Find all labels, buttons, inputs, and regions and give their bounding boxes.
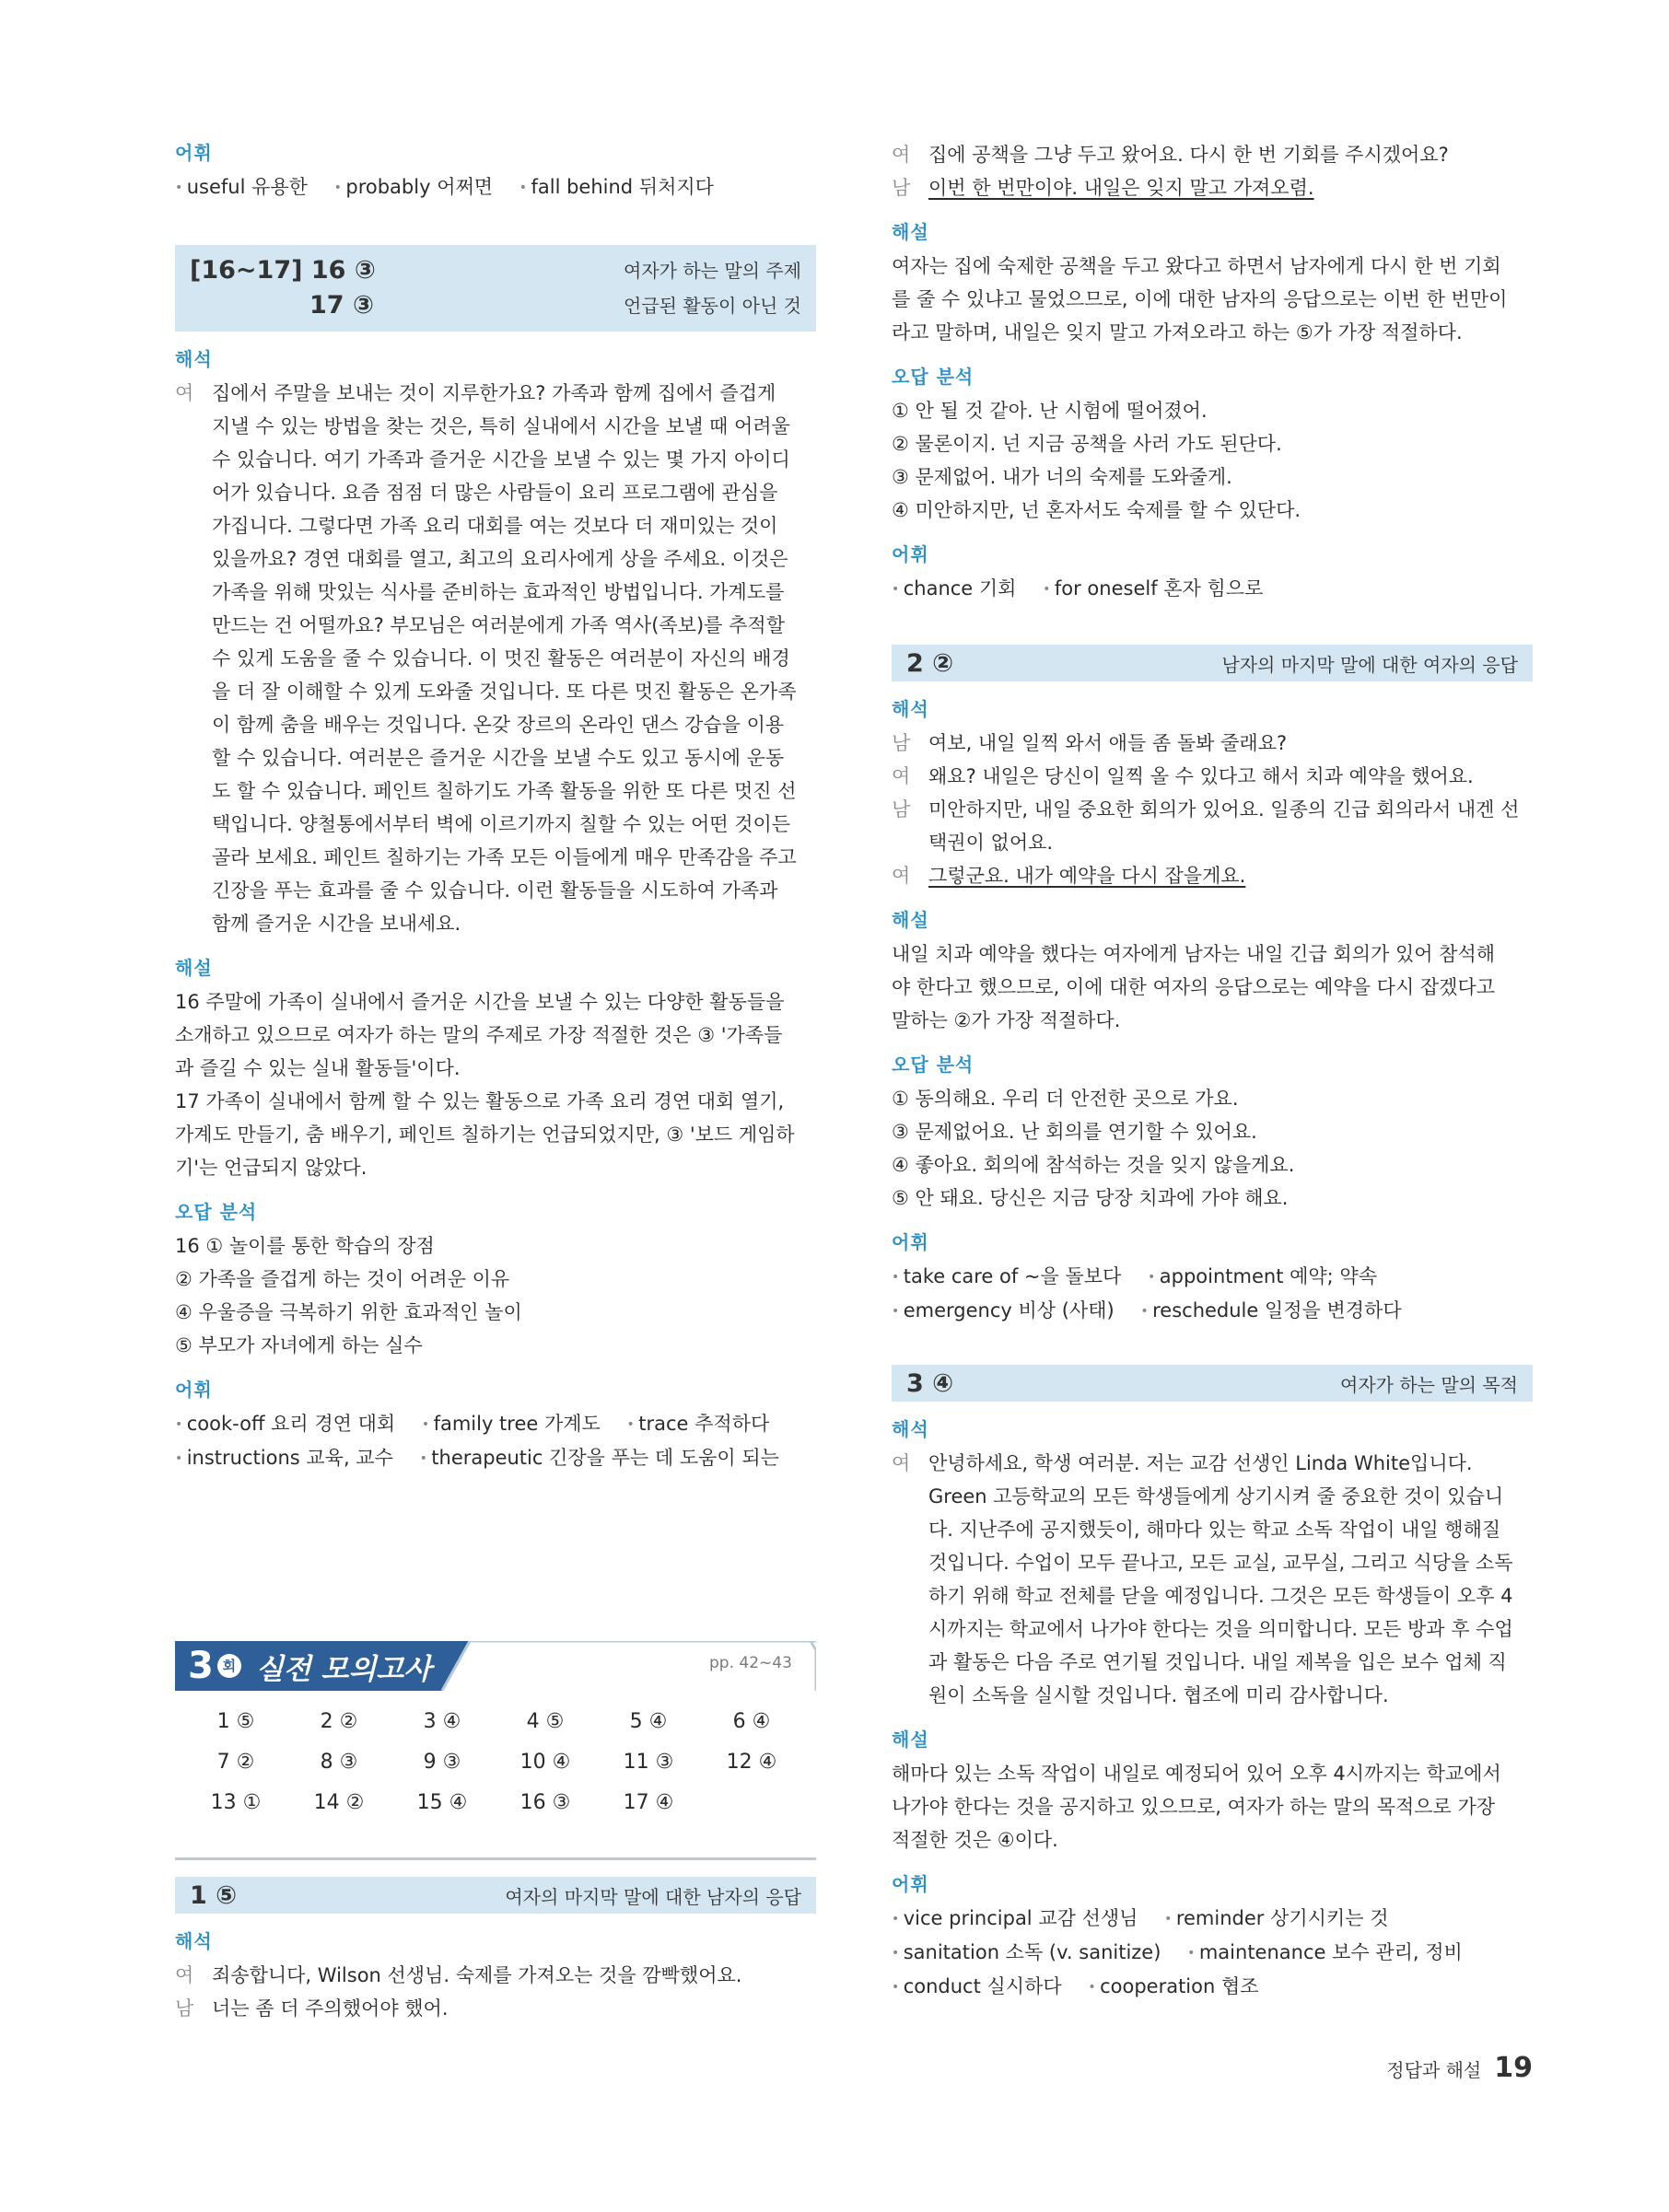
vocab-word: • for oneself 혼자 힘으로 [1043,577,1263,600]
dialogue-text: 왜요? 내일은 당신이 일찍 올 수 있다고 해서 치과 예약을 했어요. [928,765,1474,787]
translation-line: 만드는 건 어떨까요? 부모님은 여러분에게 가족 역사(족보)를 추적할 [212,614,785,636]
vocab-list [892,1260,1533,1328]
answer-cell: 1 ⑤ [216,1710,255,1733]
dialogue-text: 그렇군요. 내가 예약을 다시 잡을게요. [928,865,1246,887]
vocab-word: • family tree 가계도 [422,1413,601,1435]
translation-line: 지낼 수 있는 방법을 찾는 것은, 특히 실내에서 시간을 보낼 때 어려울 [212,415,790,437]
question-bar-16-17 [175,245,816,332]
translation-line: 다. 지난주에 공지했듯이, 해마다 있는 학교 소독 작업이 내일 행해질 [928,1519,1501,1541]
test-title: 실전 모의고사 [255,1652,432,1686]
vocab-word: • fall behind 뒤처지다 [519,176,714,198]
translation-line: 가족을 위해 맛있는 식사를 준비하는 효과적인 방법입니다. 가계도를 [212,581,785,603]
explanation-label: 해설 [892,909,929,931]
answer-cell: 4 ⑤ [526,1710,565,1733]
left-column [175,138,816,2025]
explanation-label: 해설 [175,957,213,979]
question-topic: 여자가 하는 말의 주제 [624,260,801,282]
speaker-label: 남 [892,177,911,199]
vocab-list [892,572,1533,606]
dialogue-line [892,793,1533,859]
explanation-label: 해설 [892,221,929,243]
dialogue-line [175,1959,816,1992]
wrong-answer-line: ④ 미안하지만, 넌 혼자서도 숙제를 할 수 있단다. [892,499,1301,521]
translation-line: 하기 위해 학교 전체를 닫을 예정입니다. 그것은 모든 학생들이 오후 4 [928,1585,1513,1607]
explanation-label: 해설 [892,1729,929,1751]
vocab-word: • cooperation 협조 [1088,1975,1258,1997]
wrong-answer-line: ② 물론이지. 넌 지금 공책을 사러 가도 된단다. [892,433,1282,455]
right-column [892,138,1533,2004]
answer-cell: 9 ③ [423,1751,461,1774]
explanation-line: 나가야 한다는 것을 공지하고 있으므로, 여자가 하는 말의 목적으로 가장 [892,1796,1496,1818]
translation-line: 시까지는 학교에서 나가야 한다는 것을 의미합니다. 모든 방과 후 수업 [928,1618,1513,1640]
answer-cell: 16 ③ [519,1791,571,1814]
explanation-line: 16 주말에 가족이 실내에서 즐거운 시간을 보낼 수 있는 다양한 활동들을 [175,991,785,1013]
explanation-line: 를 줄 수 있냐고 물었으므로, 이에 대한 남자의 응답으로는 이번 한 번만이 [892,288,1508,310]
speaker-label: 여 [175,382,194,404]
wrong-answer-line: ① 안 될 것 같아. 난 시험에 떨어졌어. [892,400,1208,422]
dialogue-line [892,727,1533,760]
vocab-word: • reschedule 일정을 변경하다 [1140,1299,1401,1321]
vocab-label: 어휘 [892,1873,929,1895]
translation-line: 긴장을 푸는 효과를 줄 수 있습니다. 이런 활동들을 시도하여 가족과 [212,879,778,902]
explanation-line: 적절한 것은 ④이다. [892,1829,1058,1851]
explanation-line: 과 즐길 수 있는 실내 활동들'이다. [175,1057,461,1079]
question-number: 1 ⑤ [190,1880,238,1910]
question-number: 17 ③ [309,291,374,320]
question-topic: 언급된 활동이 아닌 것 [624,295,801,317]
page-number: 19 [1494,2052,1533,2084]
vocab-word: • take care of ~을 돌보다 [892,1265,1121,1287]
translation-line: 수 있게 도움을 줄 수 있습니다. 이 멋진 활동은 여러분이 자신의 배경 [212,647,790,669]
translation-line: 수 있습니다. 여기 가족과 즐거운 시간을 보낼 수 있는 몇 가지 아이디 [212,448,790,471]
wrong-answer-line: ④ 좋아요. 회의에 참석하는 것을 잊지 않을게요. [892,1154,1295,1176]
vocab-word: • cook-off 요리 경연 대회 [175,1413,395,1435]
vocab-word: • sanitation 소독 (v. sanitize) [892,1941,1161,1963]
question-number: [16~17] 16 ③ [190,256,376,285]
explanation-line: 야 한다고 했으므로, 이에 대한 여자의 응답으로는 예약을 다시 잡겠다고 [892,976,1496,998]
translation-label: 해석 [175,1930,213,1952]
translation-line: 집에서 주말을 보내는 것이 지루한가요? 가족과 함께 집에서 즐겁게 [212,382,776,404]
vocab-label: 어휘 [892,543,929,565]
vocab-word: • trace 추적하다 [627,1413,770,1435]
answer-grid [184,1707,803,1818]
vocab-word: • emergency 비상 (사태) [892,1299,1115,1321]
explanation-line: 여자는 집에 숙제한 공책을 두고 왔다고 하면서 남자에게 다시 한 번 기회 [892,255,1501,277]
dialogue-text: 여보, 내일 일찍 와서 애들 좀 돌봐 줄래요? [928,732,1288,754]
question-bar-2 [892,645,1533,681]
speaker-label: 여 [892,144,911,166]
explanation-line: 17 가족이 실내에서 함께 할 수 있는 활동으로 가족 요리 경연 대회 열기, [175,1090,785,1112]
translation-line: Green 고등학교의 모든 학생들에게 상기시켜 줄 중요한 것이 있습니 [928,1485,1504,1508]
answer-cell: 14 ② [313,1791,365,1814]
translation-passage [892,1447,1533,1712]
translation-line: 원이 소독을 실시할 것입니다. 협조에 미리 감사합니다. [928,1684,1389,1706]
vocab-list [175,1407,816,1475]
dialogue-line [175,1992,816,2025]
vocab-label: 어휘 [892,1231,929,1253]
translation-line: 골라 보세요. 페인트 칠하기는 가족 모든 이들에게 매우 만족감을 주고 [212,846,797,868]
explanation-line: 라고 말하며, 내일은 잊지 말고 가져오라고 하는 ⑤가 가장 적절하다. [892,321,1463,343]
speaker-label: 여 [892,1452,911,1474]
vocab-list [175,170,816,204]
dialogue-text: 집에 공책을 그냥 두고 왔어요. 다시 한 번 기회를 주시겠어요? [928,144,1449,166]
translation-line: 함께 즐거운 시간을 보내세요. [212,913,461,935]
translation-line: 도 할 수 있습니다. 페인트 칠하기도 가족 활동을 위한 또 다른 멋진 선 [212,780,797,802]
question-topic: 남자의 마지막 말에 대한 여자의 응답 [1221,653,1518,676]
question-bar-3 [892,1365,1533,1402]
translation-line: 것입니다. 수업이 모두 끝나고, 모든 교실, 교무실, 그리고 식당을 소독 [928,1552,1513,1574]
wrong-answer-line: ⑤ 부모가 자녀에게 하는 실수 [175,1334,423,1356]
explanation-line: 가계도 만들기, 춤 배우기, 페인트 칠하기는 언급되었지만, ③ '보드 게임하 [175,1123,795,1146]
dialogue-line [892,760,1533,793]
dialogue-line [892,859,1533,892]
dialogue-text: 이번 한 번만이야. 내일은 잊지 말고 가져오렴. [928,177,1314,199]
explanation-line: 해마다 있는 소독 작업이 내일로 예정되어 있어 오후 4시까지는 학교에서 [892,1763,1501,1785]
vocab-word: • maintenance 보수 관리, 정비 [1187,1941,1463,1963]
speaker-label: 여 [892,865,911,887]
round-badge: 회 [217,1654,241,1678]
dialogue-text: 죄송합니다, Wilson 선생님. 숙제를 가져오는 것을 깜빡했어요. [212,1964,742,1986]
question-number: 3 ④ [906,1368,954,1398]
vocab-word: • vice principal 교감 선생님 [892,1907,1138,1929]
dialogue-text: 미안하지만, 내일 중요한 회의가 있어요. 일종의 긴급 회의라서 내겐 선택권이 없어요. [928,798,1520,854]
wrong-answer-line: ③ 문제없어. 내가 너의 숙제를 도와줄게. [892,466,1232,488]
wrong-answer-line: ③ 문제없어요. 난 회의를 연기할 수 있어요. [892,1121,1257,1143]
test-pages: pp. 42~43 [709,1654,792,1672]
vocab-label: 어휘 [175,1379,213,1401]
translation-line: 을 더 잘 이해할 수 있게 도와줄 것입니다. 또 다른 멋진 활동은 온가족 [212,681,797,703]
answer-cell: 6 ④ [732,1710,771,1733]
vocab-label: 어휘 [175,142,213,164]
page-footer [1386,2052,1533,2084]
vocab-word: • reminder 상기시키는 것 [1164,1907,1388,1929]
question-topic: 여자가 하는 말의 목적 [1340,1373,1518,1396]
translation-line: 할 수 있습니다. 여러분은 즐거운 시간을 보낼 수도 있고 동시에 운동 [212,747,785,769]
wrong-answer-label: 오답 분석 [175,1201,258,1223]
answer-cell: 17 ④ [623,1791,674,1814]
vocab-word: • conduct 실시하다 [892,1975,1062,1997]
answer-cell: 15 ④ [416,1791,468,1814]
vocab-word: • therapeutic 긴장을 푸는 데 도움이 되는 [420,1447,779,1469]
translation-label: 해석 [175,348,213,370]
explanation-line: 기'는 언급되지 않았다. [175,1157,368,1179]
answer-cell: 2 ② [320,1710,358,1733]
translation-passage [175,377,816,940]
answer-cell: 8 ③ [320,1751,358,1774]
answer-cell: 7 ② [216,1751,255,1774]
vocab-word: • appointment 예약; 약속 [1148,1265,1377,1287]
translation-line: 이 함께 춤을 배우는 것입니다. 온갖 장르의 온라인 댄스 강습을 이용 [212,714,785,736]
dialogue-line [892,138,1533,171]
translation-label: 해석 [892,698,929,720]
translation-line: 과 활동은 다음 주로 연기될 것입니다. 내일 제복을 입은 보수 업체 직 [928,1651,1507,1673]
explanation-line: 말하는 ②가 가장 적절하다. [892,1009,1121,1031]
question-number: 2 ② [906,648,954,678]
wrong-answer-line: ① 동의해요. 우리 더 안전한 곳으로 가요. [892,1088,1239,1110]
answer-cell: 11 ③ [623,1751,674,1774]
vocab-word: • chance 기회 [892,577,1016,600]
answer-key-box [175,1641,816,1860]
speaker-label: 남 [175,1997,194,2020]
answer-cell: 5 ④ [629,1710,668,1733]
answer-cell: 13 ① [210,1791,262,1814]
question-topic: 여자의 마지막 말에 대한 남자의 응답 [505,1885,801,1908]
vocab-word: • useful 유용한 [175,176,308,198]
wrong-answer-label: 오답 분석 [892,1054,975,1076]
vocab-list [892,1902,1533,2004]
translation-label: 해석 [892,1418,929,1440]
vocab-word: • probably 어쩌면 [334,176,493,198]
answer-cell: 12 ④ [726,1751,777,1774]
wrong-answer-line: ② 가족을 즐겁게 하는 것이 어려운 이유 [175,1268,510,1290]
explanation-line: 내일 치과 예약을 했다는 여자에게 남자는 내일 긴급 회의가 있어 참석해 [892,943,1496,965]
explanation-line: 소개하고 있으므로 여자가 하는 말의 주제로 가장 적절한 것은 ③ '가족들 [175,1024,783,1046]
translation-line: 있을까요? 경연 대회를 열고, 최고의 요리사에게 상을 주세요. 이것은 [212,548,788,570]
translation-line: 어가 있습니다. 요즘 점점 더 많은 사람들이 요리 프로그램에 관심을 [212,482,778,504]
answer-cell: 10 ④ [519,1751,571,1774]
footer-label: 정답과 해설 [1386,2059,1482,2081]
speaker-label: 남 [892,798,911,821]
translation-line: 택입니다. 양철통에서부터 벽에 이르기까지 칠할 수 있는 어떤 것이든 [212,813,791,835]
translation-line: 안녕하세요, 학생 여러분. 저는 교감 선생인 Linda White입니다. [928,1452,1473,1474]
wrong-answer-line: ④ 우울증을 극복하기 위한 효과적인 놀이 [175,1301,522,1323]
wrong-answer-label: 오답 분석 [892,366,975,388]
speaker-label: 남 [892,732,911,754]
speaker-label: 여 [892,765,911,787]
speaker-label: 여 [175,1964,194,1986]
dialogue-text: 너는 좀 더 주의했어야 했어. [212,1997,449,2020]
question-bar-1 [175,1877,816,1914]
dialogue-line [892,171,1533,204]
translation-line: 가집니다. 그렇다면 가족 요리 대회를 여는 것보다 더 재미있는 것이 [212,515,778,537]
wrong-answer-line: 16 ① 놀이를 통한 학습의 장점 [175,1235,435,1257]
vocab-word: • instructions 교육, 교수 [175,1447,393,1469]
answer-cell: 3 ④ [423,1710,461,1733]
wrong-answer-line: ⑤ 안 돼요. 당신은 지금 당장 치과에 가야 해요. [892,1187,1289,1209]
test-round: 3 [188,1645,214,1687]
